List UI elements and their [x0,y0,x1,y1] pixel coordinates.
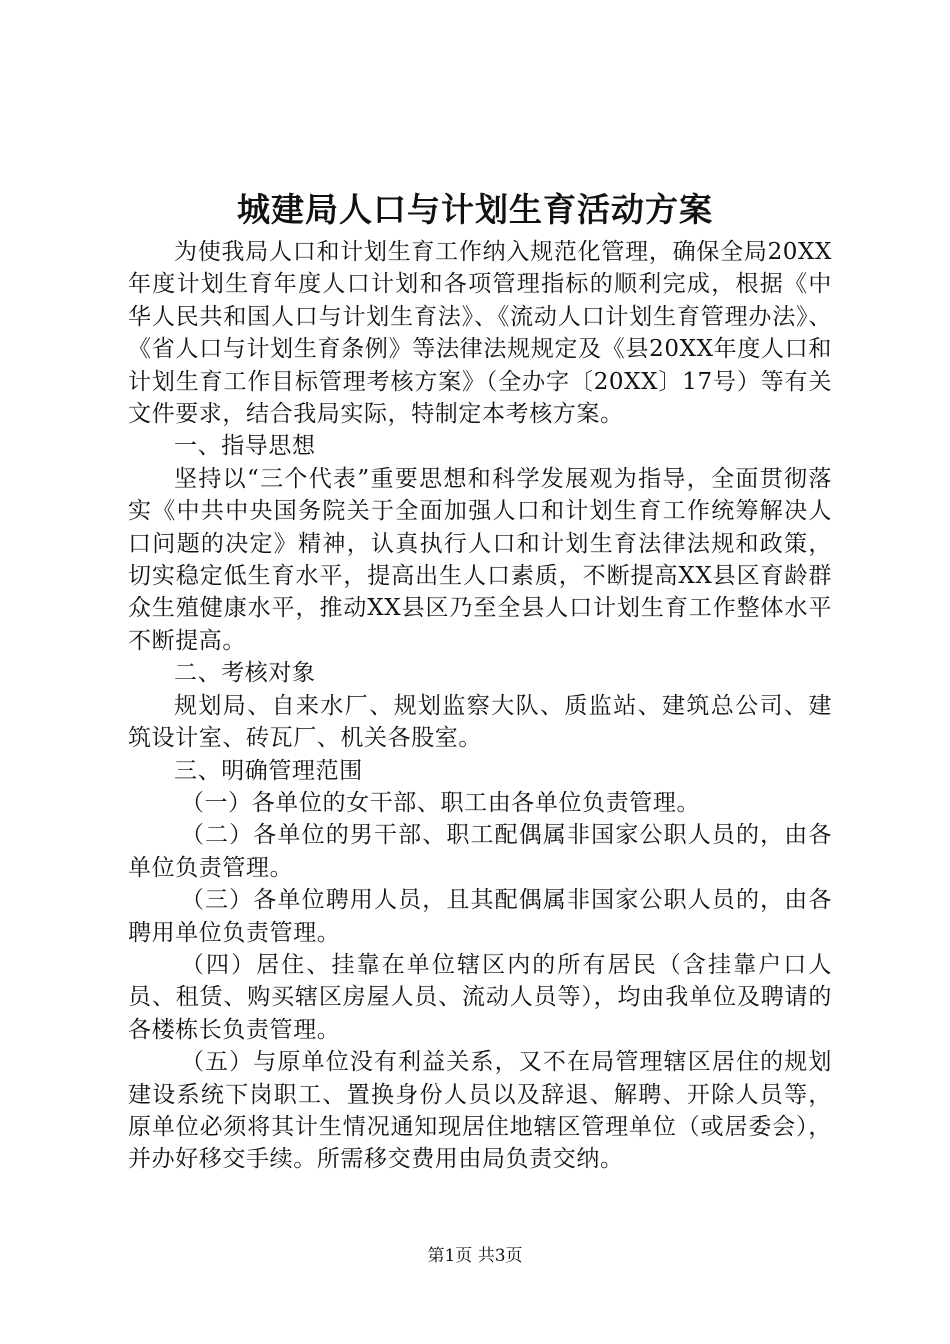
scope-item-4: （四）居住、挂靠在单位辖区内的所有居民（含挂靠户口人员、租赁、购买辖区房屋人员、流动人员等），均由我单位及聘请的各楼栋长负责管理。 [128,951,832,1043]
document-title: 城建局人口与计划生育活动方案 [237,190,713,229]
assessment-targets-paragraph: 规划局、自来水厂、规划监察大队、质监站、建筑总公司、建筑设计室、砖瓦厂、机关各股室。 [128,692,832,752]
section-heading-guiding-ideology: 一、指导思想 [174,433,316,460]
section-heading-management-scope: 三、明确管理范围 [174,757,363,784]
guiding-ideology-paragraph: 坚持以“三个代表”重要思想和科学发展观为指导，全面贯彻落实《中共中央国务院关于全面加强人口和计划生育工作统筹解决人口问题的决定》精神，认真执行人口和计划生育法律法规和政策，切实稳定低生育水平，提高出生人口素质，不断提高XX县区育龄群众生殖健康水平，推动XX县区乃至全县人口计划生育工作整体水平不断提高。 [128,465,832,654]
scope-item-1: （一）各单位的女干部、职工由各单位负责管理。 [180,789,701,816]
scope-item-5: （五）与原单位没有利益关系，又不在局管理辖区居住的规划建设系统下岗职工、置换身份人员以及辞退、解聘、开除人员等，原单位必须将其计生情况通知现居住地辖区管理单位（或居委会），并办好移交手续。所需移交费用由局负责交纳。 [128,1049,832,1173]
section-heading-assessment-targets: 二、考核对象 [174,660,316,687]
scope-item-3: （三）各单位聘用人员，且其配偶属非国家公职人员的，由各聘用单位负责管理。 [128,887,832,946]
document-body [128,236,832,1176]
intro-paragraph: 为使我局人口和计划生育工作纳入规范化管理，确保全局20XX年度计划生育年度人口计划和各项管理指标的顺利完成，根据《中华人民共和国人口与计划生育法》、《流动人口计划生育管理办法》、《省人口与计划生育条例》等法律法规规定及《县20XX年度人口和计划生育工作目标管理考核方案》（全办字〔20XX〕17号）等有关文件要求，结合我局实际，特制定本考核方案。 [128,239,832,428]
scope-item-2: （二）各单位的男干部、职工配偶属非国家公职人员的，由各单位负责管理。 [128,822,832,881]
page-number-footer: 第1页 共3页 [427,1246,523,1266]
